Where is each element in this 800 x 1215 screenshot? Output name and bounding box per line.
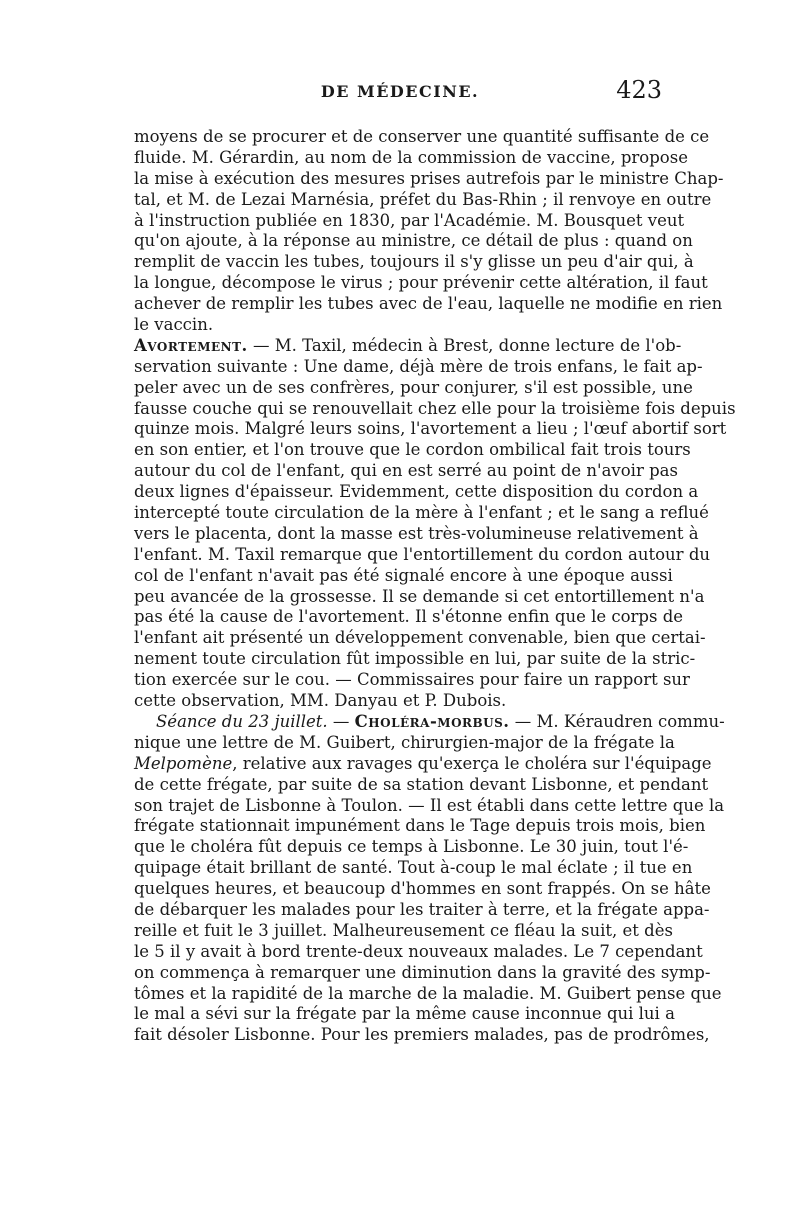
text-line: fausse couche qui se renouvellait chez elle pour la troisième fois depuis <box>134 398 736 418</box>
text-line: la longue, décompose le virus ; pour prévenir cette altération, il faut <box>134 273 708 293</box>
text-line: nement toute circulation fût impossible en lui, par suite de la stric- <box>134 649 696 669</box>
text-line <box>134 753 712 775</box>
section-heading-cholera: Choléra-morbus. <box>354 711 510 731</box>
text-line: tion exercée sur le cou. — Commissaires pour faire un rapport sur <box>134 670 690 690</box>
ship-name: Melpomène <box>134 753 233 773</box>
text-line: quinze mois. Malgré leurs soins, l'avortement a lieu ; l'œuf abortif sort <box>134 419 727 439</box>
text-line: vers le placenta, dont la masse est très-volumineuse relativement à <box>134 523 699 543</box>
text-line: l'enfant. M. Taxil remarque que l'entortillement du cordon autour du <box>134 544 711 564</box>
text-line: la mise à exécution des mesures prises autrefois par le ministre Chap- <box>134 168 724 188</box>
text-line: qu'on ajoute, à la réponse au ministre, ce détail de plus : quand on <box>134 231 693 251</box>
text-line: frégate stationnait impunément dans le Tage depuis trois mois, bien <box>134 816 706 836</box>
text-fragment: — M. Taxil, médecin à Brest, donne lecture de l'ob- <box>247 335 682 355</box>
page-number: 423 <box>616 76 662 104</box>
text-line: servation suivante : Une dame, déjà mère de trois enfans, le fait ap- <box>134 356 703 376</box>
text-line: peu avancée de la grossesse. Il se demande si cet entortillement n'a <box>134 586 705 606</box>
text-line: autour du col de l'enfant, qui en est serré au point de n'avoir pas <box>134 461 678 481</box>
text-line: tômes et la rapidité de la marche de la maladie. M. Guibert pense que <box>134 983 722 1003</box>
text-line: quipage était brillant de santé. Tout à-coup le mal éclate ; il tue en <box>134 858 693 878</box>
text-line: moyens de se procurer et de conserver une quantité suffisante de ce <box>134 127 710 146</box>
text-line: intercepté toute circulation de la mère à l'enfant ; et le sang a reflué <box>134 503 709 523</box>
session-date: Séance du 23 juillet. <box>156 711 328 731</box>
text-fragment: — M. Kéraudren commu- <box>509 711 725 731</box>
page-header <box>130 76 670 112</box>
text-line: de débarquer les malades pour les traiter à terre, et la frégate appa- <box>134 899 710 919</box>
text-line: deux lignes d'épaisseur. Evidemment, cette disposition du cordon a <box>134 482 699 502</box>
body-text <box>134 127 736 1046</box>
text-line: de cette frégate, par suite de sa station devant Lisbonne, et pendant <box>134 774 709 794</box>
text-line: on commença à remarquer une diminution dans la gravité des symp- <box>134 962 711 982</box>
text-line: col de l'enfant n'avait pas été signalé encore à une époque aussi <box>134 565 673 585</box>
text-line: en son entier, et l'on trouve que le cordon ombilical fait trois tours <box>134 440 691 460</box>
text-line: le mal a sévi sur la frégate par la même cause inconnue qui lui a <box>134 1004 675 1024</box>
text-line: le 5 il y avait à bord trente-deux nouveaux malades. Le 7 cependant <box>134 941 703 961</box>
paragraph-start-line <box>134 335 682 357</box>
text-line: le vaccin. <box>134 315 214 335</box>
text-line: achever de remplir les tubes avec de l'eau, laquelle ne modifie en rien <box>134 294 723 314</box>
text-line: fluide. M. Gérardin, au nom de la commission de vaccine, propose <box>134 147 688 167</box>
text-line: quelques heures, et beaucoup d'hommes en sont frappés. On se hâte <box>134 879 711 899</box>
text-line: fait désoler Lisbonne. Pour les premiers malades, pas de prodrômes, <box>134 1025 710 1045</box>
text-line: pas été la cause de l'avortement. Il s'étonne enfin que le corps de <box>134 607 684 627</box>
text-line: remplit de vaccin les tubes, toujours il s'y glisse un peu d'air qui, à <box>134 252 694 272</box>
section-heading-avortement: Avortement. <box>134 335 248 355</box>
text-fragment: — <box>327 711 355 731</box>
text-line: l'enfant ait présenté un développement convenable, bien que certai- <box>134 628 706 648</box>
text-line: peler avec un de ses confrères, pour conjurer, s'il est possible, une <box>134 377 693 397</box>
text-line: tal, et M. de Lezai Marnésia, préfet du Bas-Rhin ; il renvoye en outre <box>134 189 712 209</box>
paragraph-start-line <box>134 711 725 733</box>
text-line: reille et fuit le 3 juillet. Malheureusement ce fléau la suit, et dès <box>134 920 673 940</box>
text-line: à l'instruction publiée en 1830, par l'Académie. M. Bousquet veut <box>134 210 685 230</box>
text-line: nique une lettre de M. Guibert, chirurgien-major de la frégate la <box>134 732 675 752</box>
text-line: cette observation, MM. Danyau et P. Dubois. <box>134 691 507 711</box>
text-line: son trajet de Lisbonne à Toulon. — Il est établi dans cette lettre que la <box>134 795 725 815</box>
text-fragment: , relative aux ravages qu'exerça le choléra sur l'équipage <box>232 753 712 773</box>
running-head: DE MÉDECINE. <box>320 82 480 101</box>
text-line: que le choléra fût depuis ce temps à Lisbonne. Le 30 juin, tout l'é- <box>134 837 689 857</box>
